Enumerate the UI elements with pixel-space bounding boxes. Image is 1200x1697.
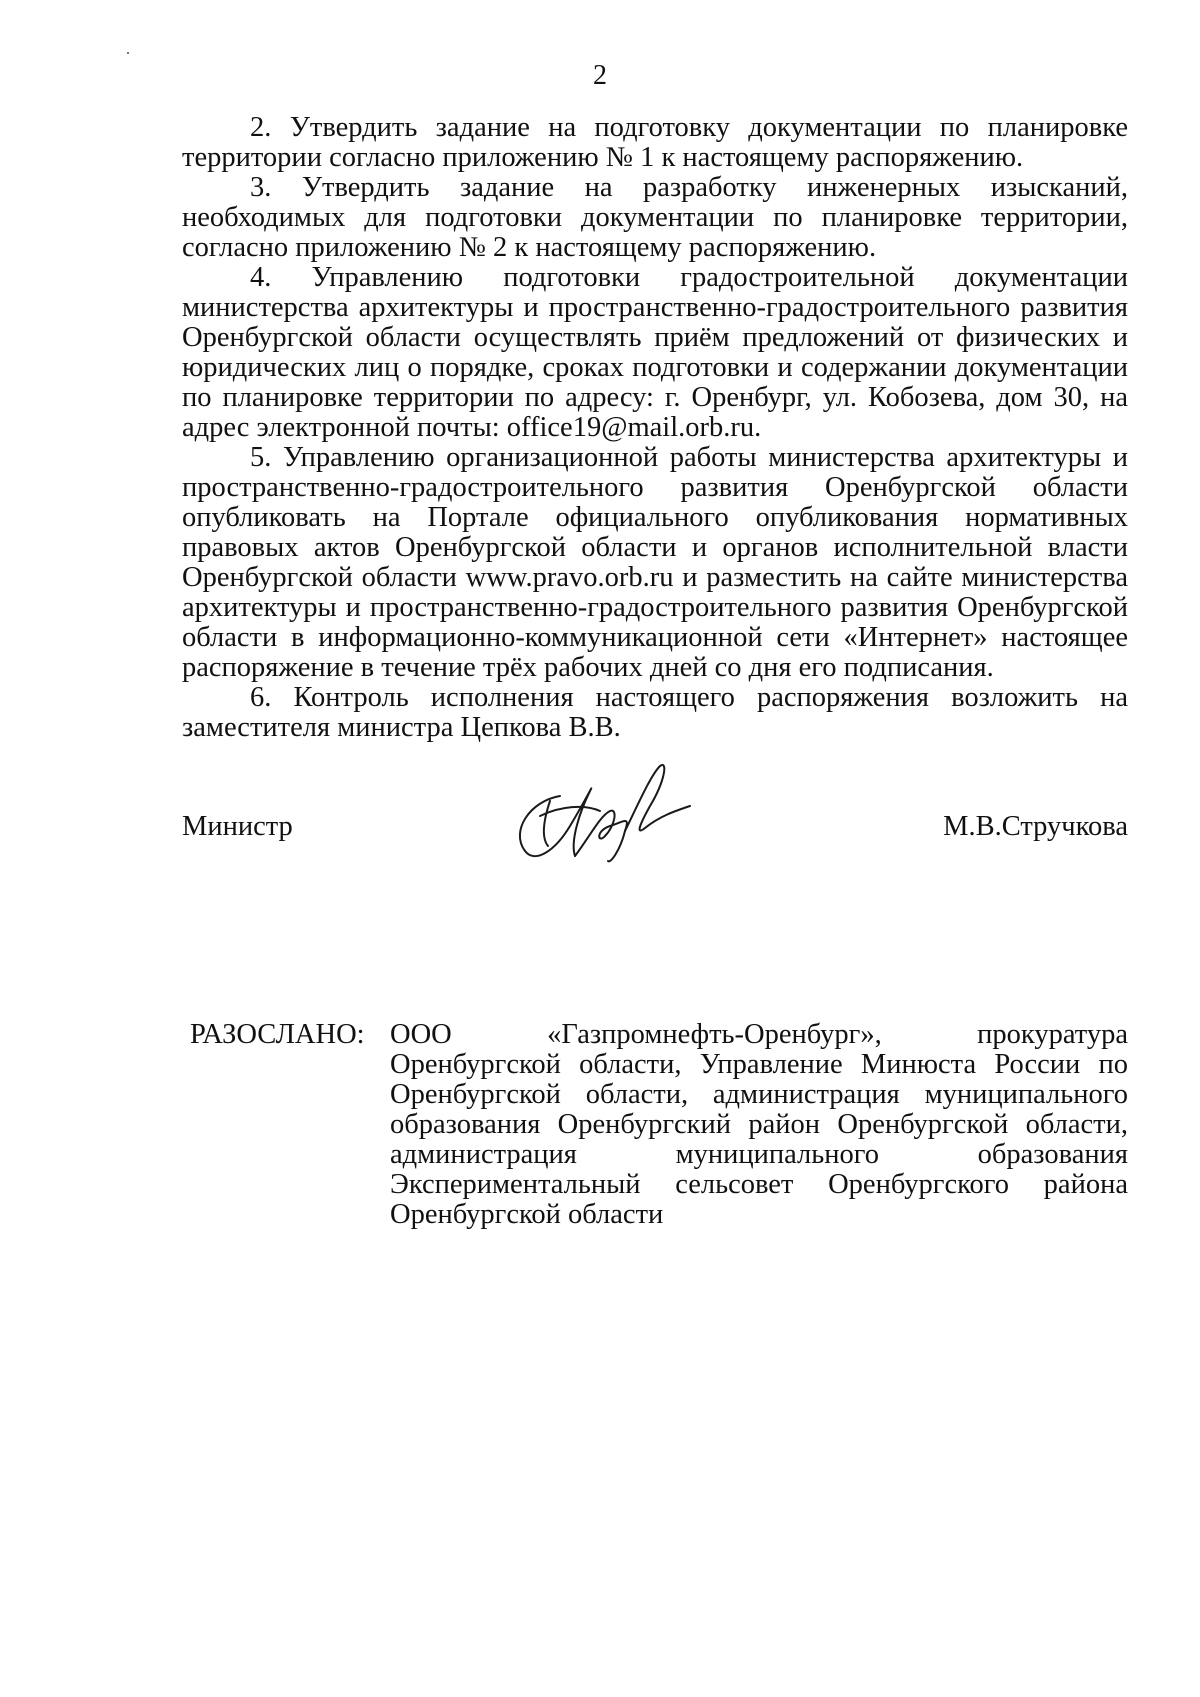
signatory-position: Министр: [182, 811, 293, 842]
paragraph-item-4: 4. Управлению подготовки градостроительной документации министерства архитектуры и пространственно-градостроительного развития Оренбургской области осуществлять приём предложений от физических и юридических лиц о порядке, сроках подготовки и содержании документации по планировке территории по адресу: г. Оренбург, ул. Кобозева, дом 30, на адрес электронной почты: office19@mail.orb.ru.: [182, 262, 1128, 443]
handwritten-signature: [500, 756, 700, 866]
page-number: 2: [593, 60, 607, 91]
paragraph-item-5: 5. Управлению организационной работы министерства архитектуры и пространственно-градостроительного развития Оренбургской области опубликовать на Портале официального опубликования нормативных правовых актов Оренбургской области и органов исполнительной власти Оренбургской области www.pravo.orb.ru и разместить на сайте министерства архитектуры и пространственно-градостроительного развития Оренбургской области в информационно-коммуникационной сети «Интернет» настоящее распоряжение в течение трёх рабочих дней со дня его подписания.: [182, 442, 1128, 683]
distribution-label: РАЗОСЛАНО:: [190, 1019, 365, 1050]
document-body: [182, 113, 1128, 743]
scan-artifact: [127, 52, 129, 54]
signatory-name: М.В.Стручкова: [943, 811, 1128, 842]
paragraph-item-3: 3. Утвердить задание на разработку инженерных изысканий, необходимых для подготовки документации по планировке территории, согласно приложению № 2 к настоящему распоряжению.: [182, 172, 1128, 263]
paragraph-item-2: 2. Утвердить задание на подготовку документации по планировке территории согласно приложению № 1 к настоящему распоряжению.: [182, 112, 1128, 173]
distribution-list: ООО «Газпромнефть-Оренбург», прокуратура Оренбургской области, Управление Минюста России по Оренбургской области, администрация муниципального образования Оренбургский район Оренбургской области, администрация муниципального образования Экспериментальный сельсовет Оренбургского района Оренбургской области: [390, 1019, 1128, 1230]
paragraph-item-6: 6. Контроль исполнения настоящего распоряжения возложить на заместителя министра Цепкова В.В.: [182, 682, 1128, 743]
